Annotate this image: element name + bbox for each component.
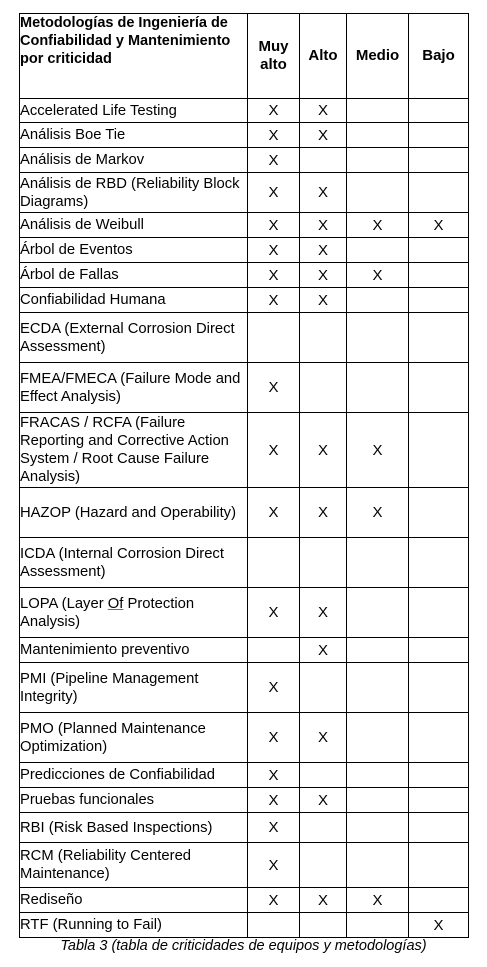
criticality-mark-medio	[347, 363, 409, 413]
methodology-name: Análisis de RBD (Reliability Block Diagrams)	[20, 173, 248, 213]
column-header-alto: Alto	[300, 14, 347, 99]
criticality-mark-bajo	[409, 148, 469, 173]
criticality-mark-medio	[347, 638, 409, 663]
criticality-mark-muy-alto: X	[248, 173, 300, 213]
table-row	[20, 99, 469, 123]
criticality-mark-muy-alto: X	[248, 488, 300, 538]
criticality-mark-alto: X	[300, 888, 347, 913]
table-row	[20, 888, 469, 913]
criticality-mark-alto: X	[300, 288, 347, 313]
criticality-mark-medio	[347, 123, 409, 148]
table-row	[20, 788, 469, 813]
methodology-name: Análisis de Markov	[20, 148, 248, 173]
table-row	[20, 913, 469, 938]
criticality-mark-muy-alto: X	[248, 238, 300, 263]
methodology-name: PMO (Planned Maintenance Optimization)	[20, 713, 248, 763]
table-row	[20, 263, 469, 288]
methodology-name: RBI (Risk Based Inspections)	[20, 813, 248, 843]
criticality-mark-bajo	[409, 588, 469, 638]
criticality-mark-medio	[347, 173, 409, 213]
criticality-mark-alto: X	[300, 413, 347, 488]
criticality-mark-medio	[347, 788, 409, 813]
criticality-mark-alto: X	[300, 123, 347, 148]
criticality-mark-medio	[347, 663, 409, 713]
criticality-mark-muy-alto: X	[248, 413, 300, 488]
methodology-name: RTF (Running to Fail)	[20, 913, 248, 938]
methodology-name: LOPA (Layer Of Protection Analysis)	[20, 588, 248, 638]
methodology-name: Árbol de Eventos	[20, 238, 248, 263]
table-row	[20, 488, 469, 538]
methodology-name: Predicciones de Confiabilidad	[20, 763, 248, 788]
criticality-mark-alto: X	[300, 638, 347, 663]
criticality-mark-alto: X	[300, 788, 347, 813]
criticality-mark-alto	[300, 843, 347, 888]
criticality-mark-medio	[347, 238, 409, 263]
criticality-mark-bajo	[409, 538, 469, 588]
criticality-mark-medio	[347, 538, 409, 588]
table-row	[20, 588, 469, 638]
column-header-muy-alto: Muy alto	[248, 14, 300, 99]
methodology-name: Árbol de Fallas	[20, 263, 248, 288]
methodology-name: Pruebas funcionales	[20, 788, 248, 813]
criticality-mark-medio: X	[347, 263, 409, 288]
methodology-name: Análisis de Weibull	[20, 213, 248, 238]
criticality-mark-muy-alto: X	[248, 99, 300, 123]
criticality-mark-medio	[347, 713, 409, 763]
criticality-mark-alto	[300, 813, 347, 843]
criticality-mark-medio: X	[347, 413, 409, 488]
criticality-mark-alto: X	[300, 173, 347, 213]
criticality-mark-medio: X	[347, 488, 409, 538]
table-row	[20, 238, 469, 263]
criticality-mark-alto	[300, 913, 347, 938]
criticality-mark-medio	[347, 99, 409, 123]
table-row	[20, 123, 469, 148]
criticality-mark-bajo	[409, 313, 469, 363]
criticality-mark-alto: X	[300, 588, 347, 638]
criticality-mark-bajo	[409, 123, 469, 148]
criticality-mark-bajo	[409, 99, 469, 123]
criticality-mark-alto: X	[300, 263, 347, 288]
methodology-name: FRACAS / RCFA (Failure Reporting and Corrective Action System / Root Cause Failure Analysis)	[20, 413, 248, 488]
criticality-mark-muy-alto: X	[248, 288, 300, 313]
criticality-mark-muy-alto: X	[248, 788, 300, 813]
criticality-mark-medio	[347, 588, 409, 638]
table-row	[20, 638, 469, 663]
criticality-mark-muy-alto: X	[248, 663, 300, 713]
criticality-mark-bajo	[409, 663, 469, 713]
methodology-name: ECDA (External Corrosion Direct Assessment)	[20, 313, 248, 363]
criticality-mark-alto	[300, 148, 347, 173]
table-row	[20, 763, 469, 788]
criticality-mark-bajo	[409, 488, 469, 538]
criticality-mark-alto	[300, 538, 347, 588]
criticality-mark-muy-alto	[248, 538, 300, 588]
criticality-mark-bajo	[409, 788, 469, 813]
methodology-name: FMEA/FMECA (Failure Mode and Effect Analysis)	[20, 363, 248, 413]
criticality-mark-alto	[300, 363, 347, 413]
criticality-mark-muy-alto: X	[248, 588, 300, 638]
criticality-mark-muy-alto: X	[248, 263, 300, 288]
methodology-name: PMI (Pipeline Management Integrity)	[20, 663, 248, 713]
criticality-mark-alto: X	[300, 238, 347, 263]
table-row	[20, 413, 469, 488]
criticality-mark-alto	[300, 763, 347, 788]
criticality-mark-medio: X	[347, 213, 409, 238]
methodology-name: ICDA (Internal Corrosion Direct Assessment)	[20, 538, 248, 588]
criticality-mark-bajo	[409, 173, 469, 213]
criticality-mark-medio	[347, 843, 409, 888]
criticality-mark-muy-alto	[248, 913, 300, 938]
column-header-medio: Medio	[347, 14, 409, 99]
table-row	[20, 363, 469, 413]
table-caption: Tabla 3 (tabla de criticidades de equipos y metodologías)	[60, 938, 427, 954]
criticality-mark-medio	[347, 913, 409, 938]
criticality-mark-muy-alto	[248, 313, 300, 363]
table-row	[20, 288, 469, 313]
criticality-mark-bajo	[409, 413, 469, 488]
methodology-name: Accelerated Life Testing	[20, 99, 248, 123]
criticality-mark-bajo	[409, 288, 469, 313]
table-row	[20, 148, 469, 173]
column-header-methodology: Metodologías de Ingeniería de Confiabilidad y Mantenimiento por criticidad	[20, 14, 248, 99]
criticality-mark-bajo	[409, 263, 469, 288]
criticality-mark-muy-alto: X	[248, 713, 300, 763]
criticality-mark-alto	[300, 663, 347, 713]
criticality-table	[19, 13, 469, 938]
table-row	[20, 538, 469, 588]
table-row	[20, 843, 469, 888]
criticality-mark-bajo: X	[409, 213, 469, 238]
criticality-mark-bajo	[409, 638, 469, 663]
column-header-bajo: Bajo	[409, 14, 469, 99]
methodology-name: Mantenimiento preventivo	[20, 638, 248, 663]
table-row	[20, 713, 469, 763]
table-row	[20, 173, 469, 213]
criticality-mark-alto: X	[300, 713, 347, 763]
table-header-row	[20, 14, 469, 99]
methodology-name: Análisis Boe Tie	[20, 123, 248, 148]
criticality-mark-bajo	[409, 813, 469, 843]
criticality-mark-medio: X	[347, 888, 409, 913]
criticality-mark-medio	[347, 288, 409, 313]
methodology-name: Confiabilidad Humana	[20, 288, 248, 313]
criticality-mark-medio	[347, 813, 409, 843]
criticality-mark-muy-alto: X	[248, 813, 300, 843]
criticality-mark-bajo	[409, 888, 469, 913]
criticality-mark-alto	[300, 313, 347, 363]
criticality-mark-muy-alto: X	[248, 363, 300, 413]
table-row	[20, 213, 469, 238]
criticality-mark-medio	[347, 313, 409, 363]
methodology-name: HAZOP (Hazard and Operability)	[20, 488, 248, 538]
criticality-mark-bajo	[409, 238, 469, 263]
methodology-name: RCM (Reliability Centered Maintenance)	[20, 843, 248, 888]
criticality-mark-muy-alto	[248, 638, 300, 663]
criticality-mark-muy-alto: X	[248, 843, 300, 888]
methodology-name: Rediseño	[20, 888, 248, 913]
criticality-mark-muy-alto: X	[248, 213, 300, 238]
table-row	[20, 313, 469, 363]
criticality-mark-alto: X	[300, 99, 347, 123]
criticality-mark-bajo	[409, 713, 469, 763]
criticality-mark-bajo	[409, 843, 469, 888]
criticality-mark-medio	[347, 763, 409, 788]
criticality-mark-muy-alto: X	[248, 763, 300, 788]
criticality-mark-muy-alto: X	[248, 888, 300, 913]
criticality-mark-bajo	[409, 763, 469, 788]
criticality-mark-muy-alto: X	[248, 123, 300, 148]
table-row	[20, 663, 469, 713]
criticality-mark-alto: X	[300, 488, 347, 538]
table-row	[20, 813, 469, 843]
criticality-mark-bajo: X	[409, 913, 469, 938]
criticality-mark-alto: X	[300, 213, 347, 238]
criticality-mark-muy-alto: X	[248, 148, 300, 173]
criticality-mark-bajo	[409, 363, 469, 413]
criticality-mark-medio	[347, 148, 409, 173]
